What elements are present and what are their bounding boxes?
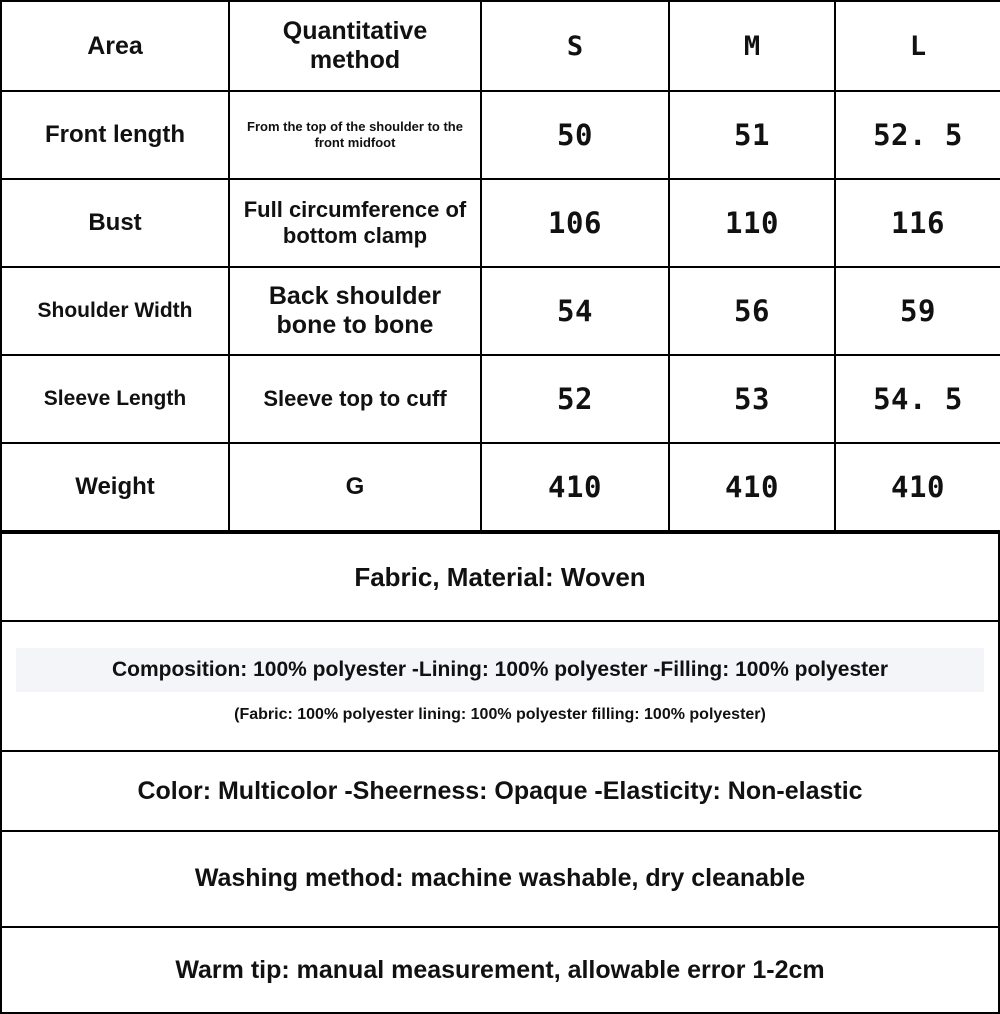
composition-row — [1, 621, 999, 751]
color-cell — [1, 751, 999, 831]
row-value-s: 410 — [481, 443, 669, 531]
row-area-label: Weight — [1, 443, 229, 531]
row-value-m: 410 — [669, 443, 835, 531]
row-value-m: 51 — [669, 91, 835, 179]
row-value-l: 52. 5 — [835, 91, 1000, 179]
washing-cell — [1, 831, 999, 927]
color-row — [1, 751, 999, 831]
row-method: Back shoulder bone to bone — [229, 267, 481, 355]
fabric-text: Fabric, Material: Woven — [354, 561, 646, 592]
row-value-s: 54 — [481, 267, 669, 355]
row-value-m: 53 — [669, 355, 835, 443]
fabric-row — [1, 533, 999, 621]
row-value-s: 50 — [481, 91, 669, 179]
warm-tip-row — [1, 927, 999, 1013]
warm-tip-cell — [1, 927, 999, 1013]
header-size-m: M — [669, 1, 835, 91]
row-value-m: 110 — [669, 179, 835, 267]
color-text: Color: Multicolor -Sheerness: Opaque -Elasticity: Non-elastic — [137, 776, 863, 805]
header-quantitative-method: Quantitative method — [229, 1, 481, 91]
row-value-l: 54. 5 — [835, 355, 1000, 443]
row-value-l: 59 — [835, 267, 1000, 355]
row-value-s: 52 — [481, 355, 669, 443]
row-area-label: Shoulder Width — [1, 267, 229, 355]
table-row — [1, 91, 1000, 179]
row-area-label: Sleeve Length — [1, 355, 229, 443]
row-method: Sleeve top to cuff — [229, 355, 481, 443]
row-method: Full circumference of bottom clamp — [229, 179, 481, 267]
table-row — [1, 179, 1000, 267]
row-area-label: Front length — [1, 91, 229, 179]
composition-sub-text: (Fabric: 100% polyester lining: 100% polyester filling: 100% polyester) — [234, 705, 766, 723]
fabric-cell — [1, 533, 999, 621]
table-row — [1, 355, 1000, 443]
row-area-label: Bust — [1, 179, 229, 267]
composition-cell — [1, 621, 999, 751]
washing-text: Washing method: machine washable, dry cleanable — [194, 864, 806, 893]
composition-main-text: Composition: 100% polyester -Lining: 100% polyester -Filling: 100% polyester — [16, 648, 984, 691]
header-size-l: L — [835, 1, 1000, 91]
warm-tip-text: Warm tip: manual measurement, allowable error 1-2cm — [175, 955, 825, 984]
washing-row — [1, 831, 999, 927]
header-area: Area — [1, 1, 229, 91]
row-value-s: 106 — [481, 179, 669, 267]
header-size-s: S — [481, 1, 669, 91]
row-value-m: 56 — [669, 267, 835, 355]
row-value-l: 116 — [835, 179, 1000, 267]
row-method: G — [229, 443, 481, 531]
table-row — [1, 443, 1000, 531]
table-row — [1, 267, 1000, 355]
row-method: From the top of the shoulder to the front midfoot — [229, 91, 481, 179]
product-info-table — [0, 532, 1000, 1014]
table-header-row — [1, 1, 1000, 91]
row-value-l: 410 — [835, 443, 1000, 531]
